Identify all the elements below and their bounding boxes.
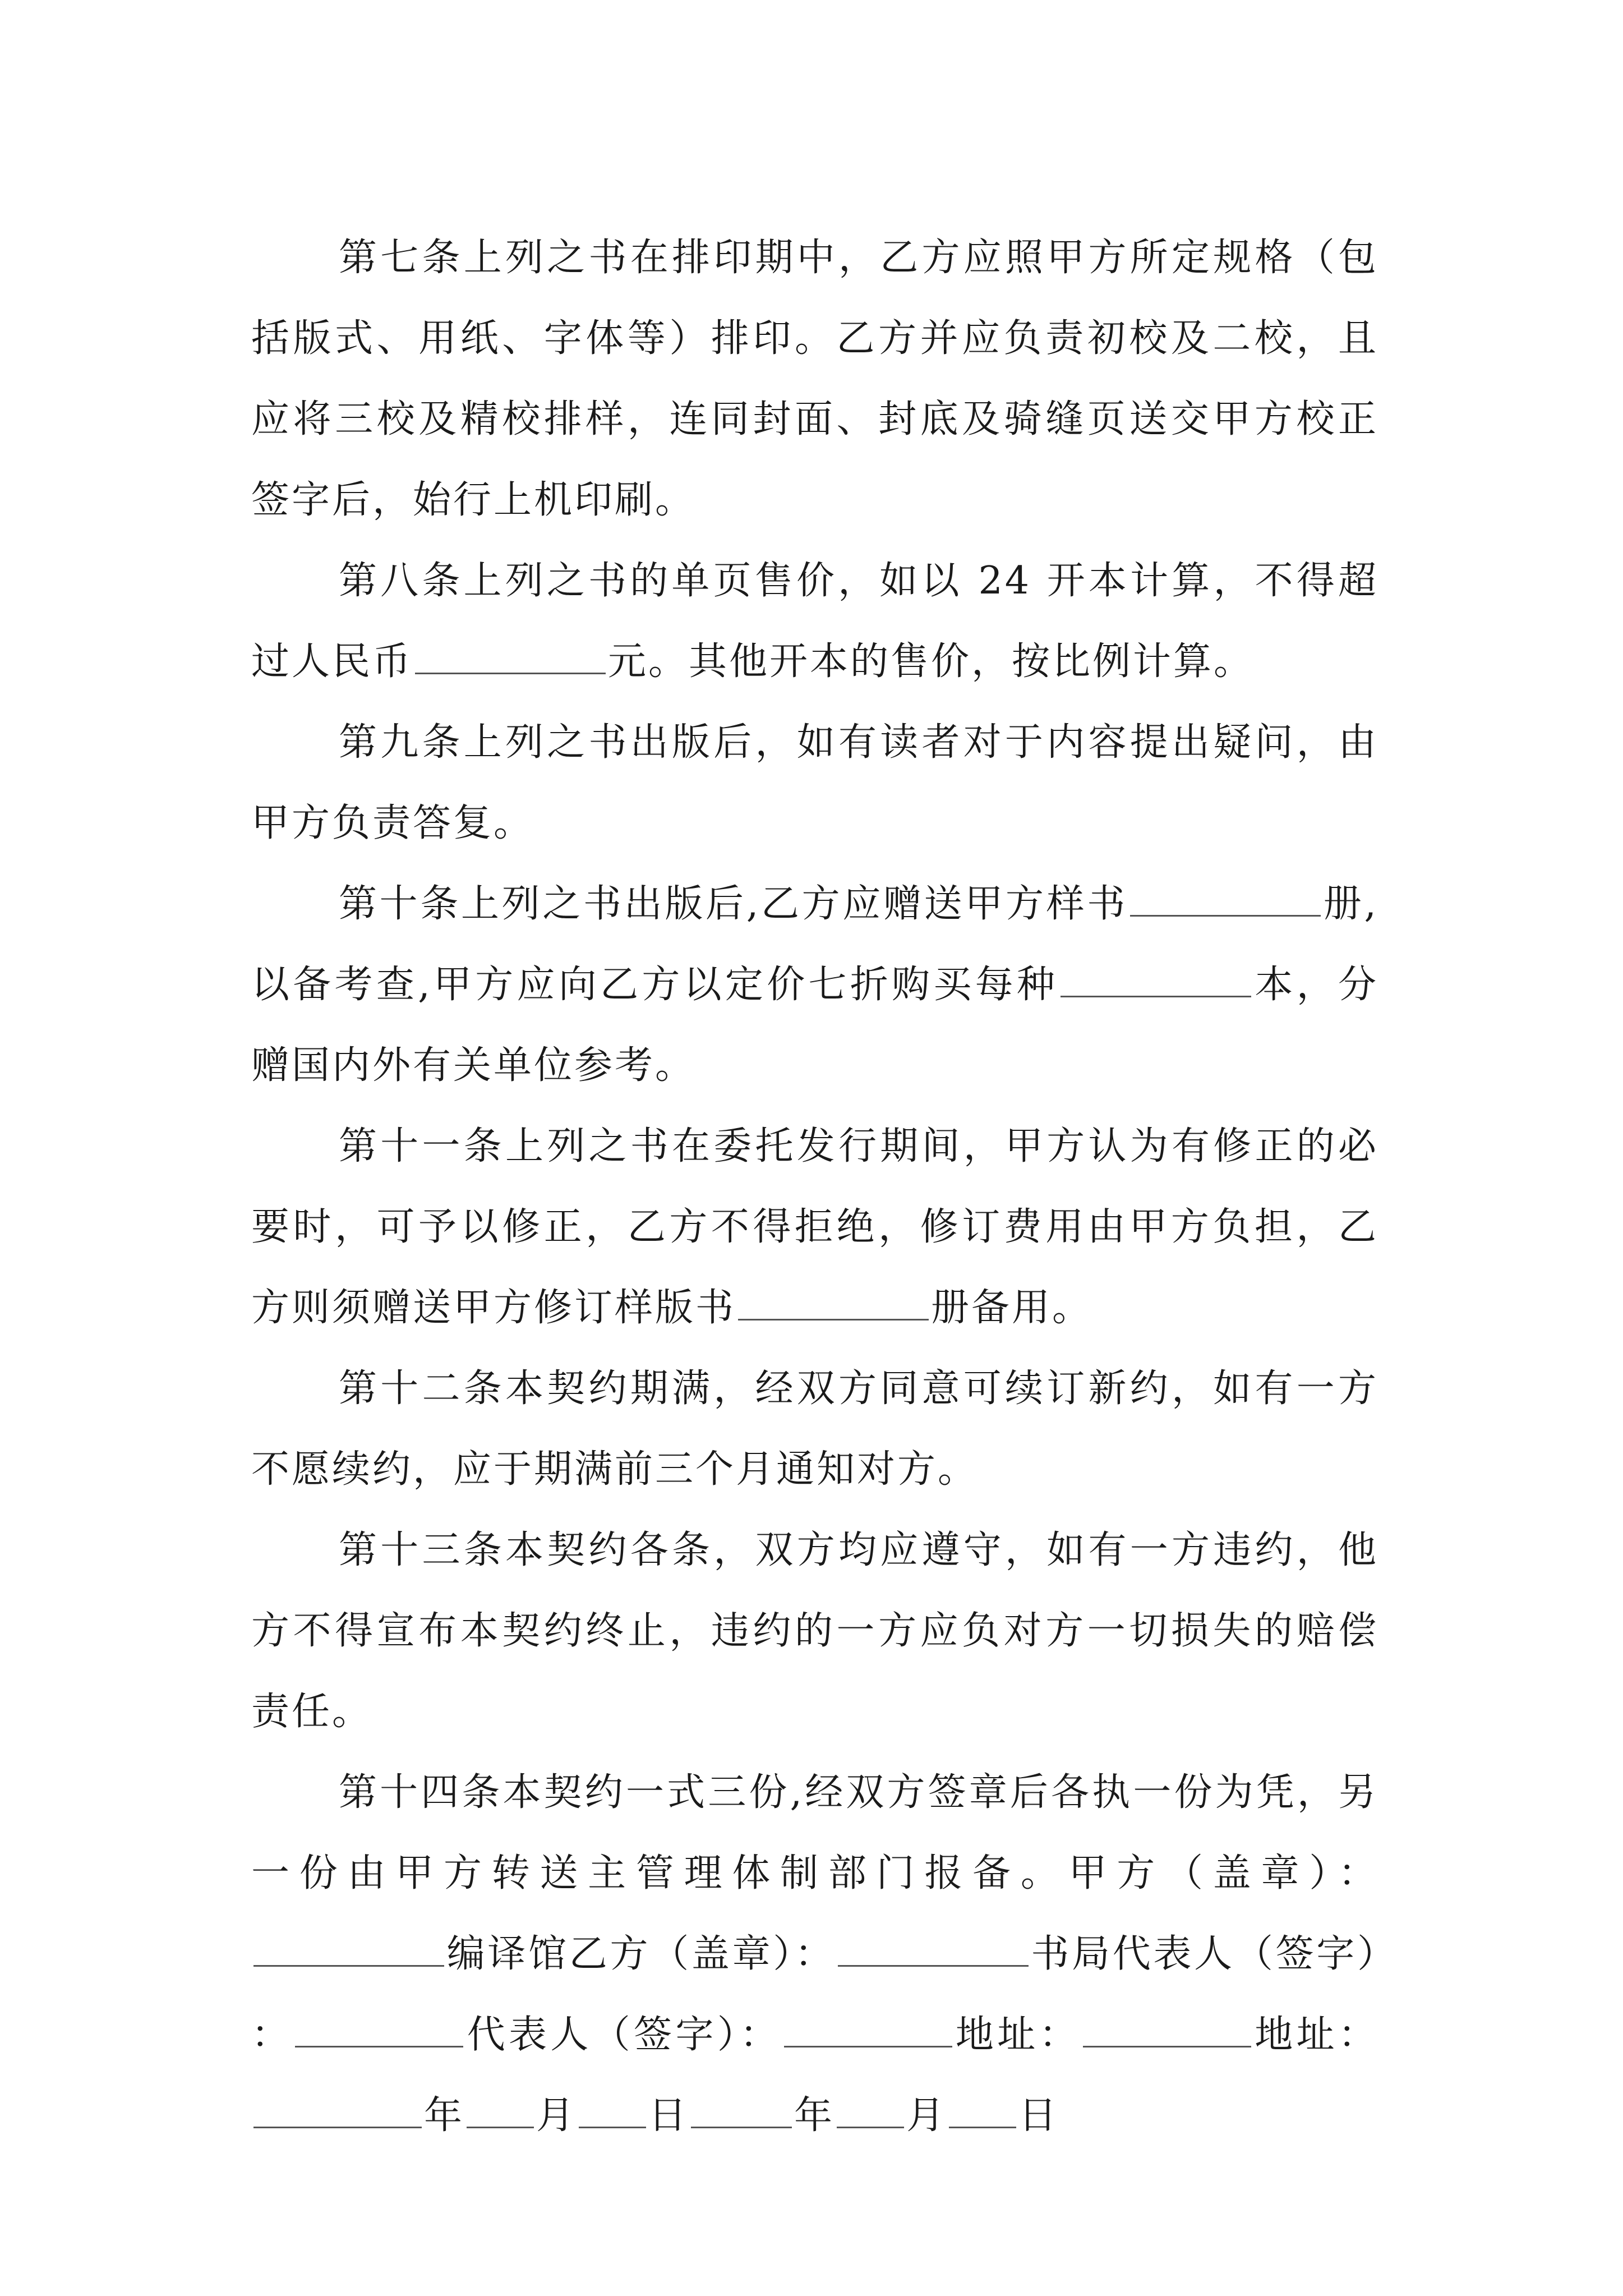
month-a-blank [467,2093,534,2128]
article-14 [251,1752,1378,2156]
article-9-text: 第九条上列之书出版后，如有读者对于内容提出疑问，由甲方负责答复。 [251,720,1378,845]
article-10-text-part1: 第十条上列之书出版后,乙方应赠送甲方样书 [339,882,1128,926]
month-b-blank [837,2093,904,2128]
date-month-label-a: 月 [536,2093,577,2138]
article-7 [251,218,1378,541]
date-day-label-a: 日 [648,2093,689,2138]
representative-b-blank [784,2012,952,2047]
address-label-b: 地址： [1253,2013,1378,2057]
article-13 [251,1510,1378,1752]
purchase-copies-blank [1061,962,1251,997]
signature-label-translation-house: 编译馆乙方（盖章）： [446,1932,836,1976]
signature-label-representative-a: 书局代表人（签字）： [251,1932,1378,2057]
article-11-text-part2: 册备用。 [931,1286,1093,1330]
representative-a-blank [295,2012,463,2047]
article-12 [251,1349,1378,1510]
party-b-blank [838,1931,1029,1967]
article-10 [251,864,1378,1106]
year-b-blank [691,2093,792,2128]
signature-label-representative-b: 代表人（签字）： [465,2013,782,2057]
article-7-text: 第七条上列之书在排印期中，乙方应照甲方所定规格（包括版式、用纸、字体等）排印。乙方并应负责初校及二校，且应将三校及精校排样，连同封面、封底及骑缝页送交甲方校正签字后，始行上机印刷。 [251,236,1378,522]
date-month-label-b: 月 [906,2093,947,2138]
revised-copies-blank [738,1285,929,1320]
article-11-text-part1: 第十一条上列之书在委托发行期间，甲方认为有修正的必要时，可予以修正，乙方不得拒绝，修订费用由甲方负担，乙方则须赠送甲方修订样版书 [251,1124,1378,1330]
day-b-blank [949,2093,1016,2128]
date-year-label-a: 年 [424,2093,465,2138]
sample-copies-blank [1130,881,1321,917]
address-label-a: 地址： [954,2013,1081,2057]
article-9 [251,702,1378,864]
article-11 [251,1106,1378,1349]
address-b-blank [253,2093,422,2128]
article-13-text: 第十三条本契约各条，双方均应遵守，如有一方违约，他方不得宣布本契约终止，违约的一方应负对方一切损失的赔偿责任。 [251,1528,1378,1734]
article-10-text-part2: 册,以备考查,甲方应向乙方以定价七折购买每种 [251,882,1378,1007]
day-a-blank [579,2093,646,2128]
party-a-blank [253,1931,444,1967]
article-14-text: 第十四条本契约一式三份,经双方签章后各执一份为凭，另一份由甲方转送主管理体制部门报备。甲方（盖章）： [251,1770,1378,1895]
article-8-text-part1: 第八条上列之书的单页售价，如以 24 开本计算，不得超过人民币 [251,559,1378,684]
price-blank [415,639,606,674]
address-a-blank [1083,2012,1251,2047]
article-10-text-part3: 本，分赠国内外有关单位参考。 [251,963,1378,1088]
article-8-text-part2: 元。其他开本的售价，按比例计算。 [608,639,1255,684]
contract-body [251,218,1378,2156]
date-year-label-b: 年 [794,2093,835,2138]
article-8 [251,541,1378,702]
article-12-text: 第十二条本契约期满，经双方同意可续订新约，如有一方不愿续约，应于期满前三个月通知对方。 [251,1366,1378,1492]
date-day-label-b: 日 [1018,2093,1059,2138]
